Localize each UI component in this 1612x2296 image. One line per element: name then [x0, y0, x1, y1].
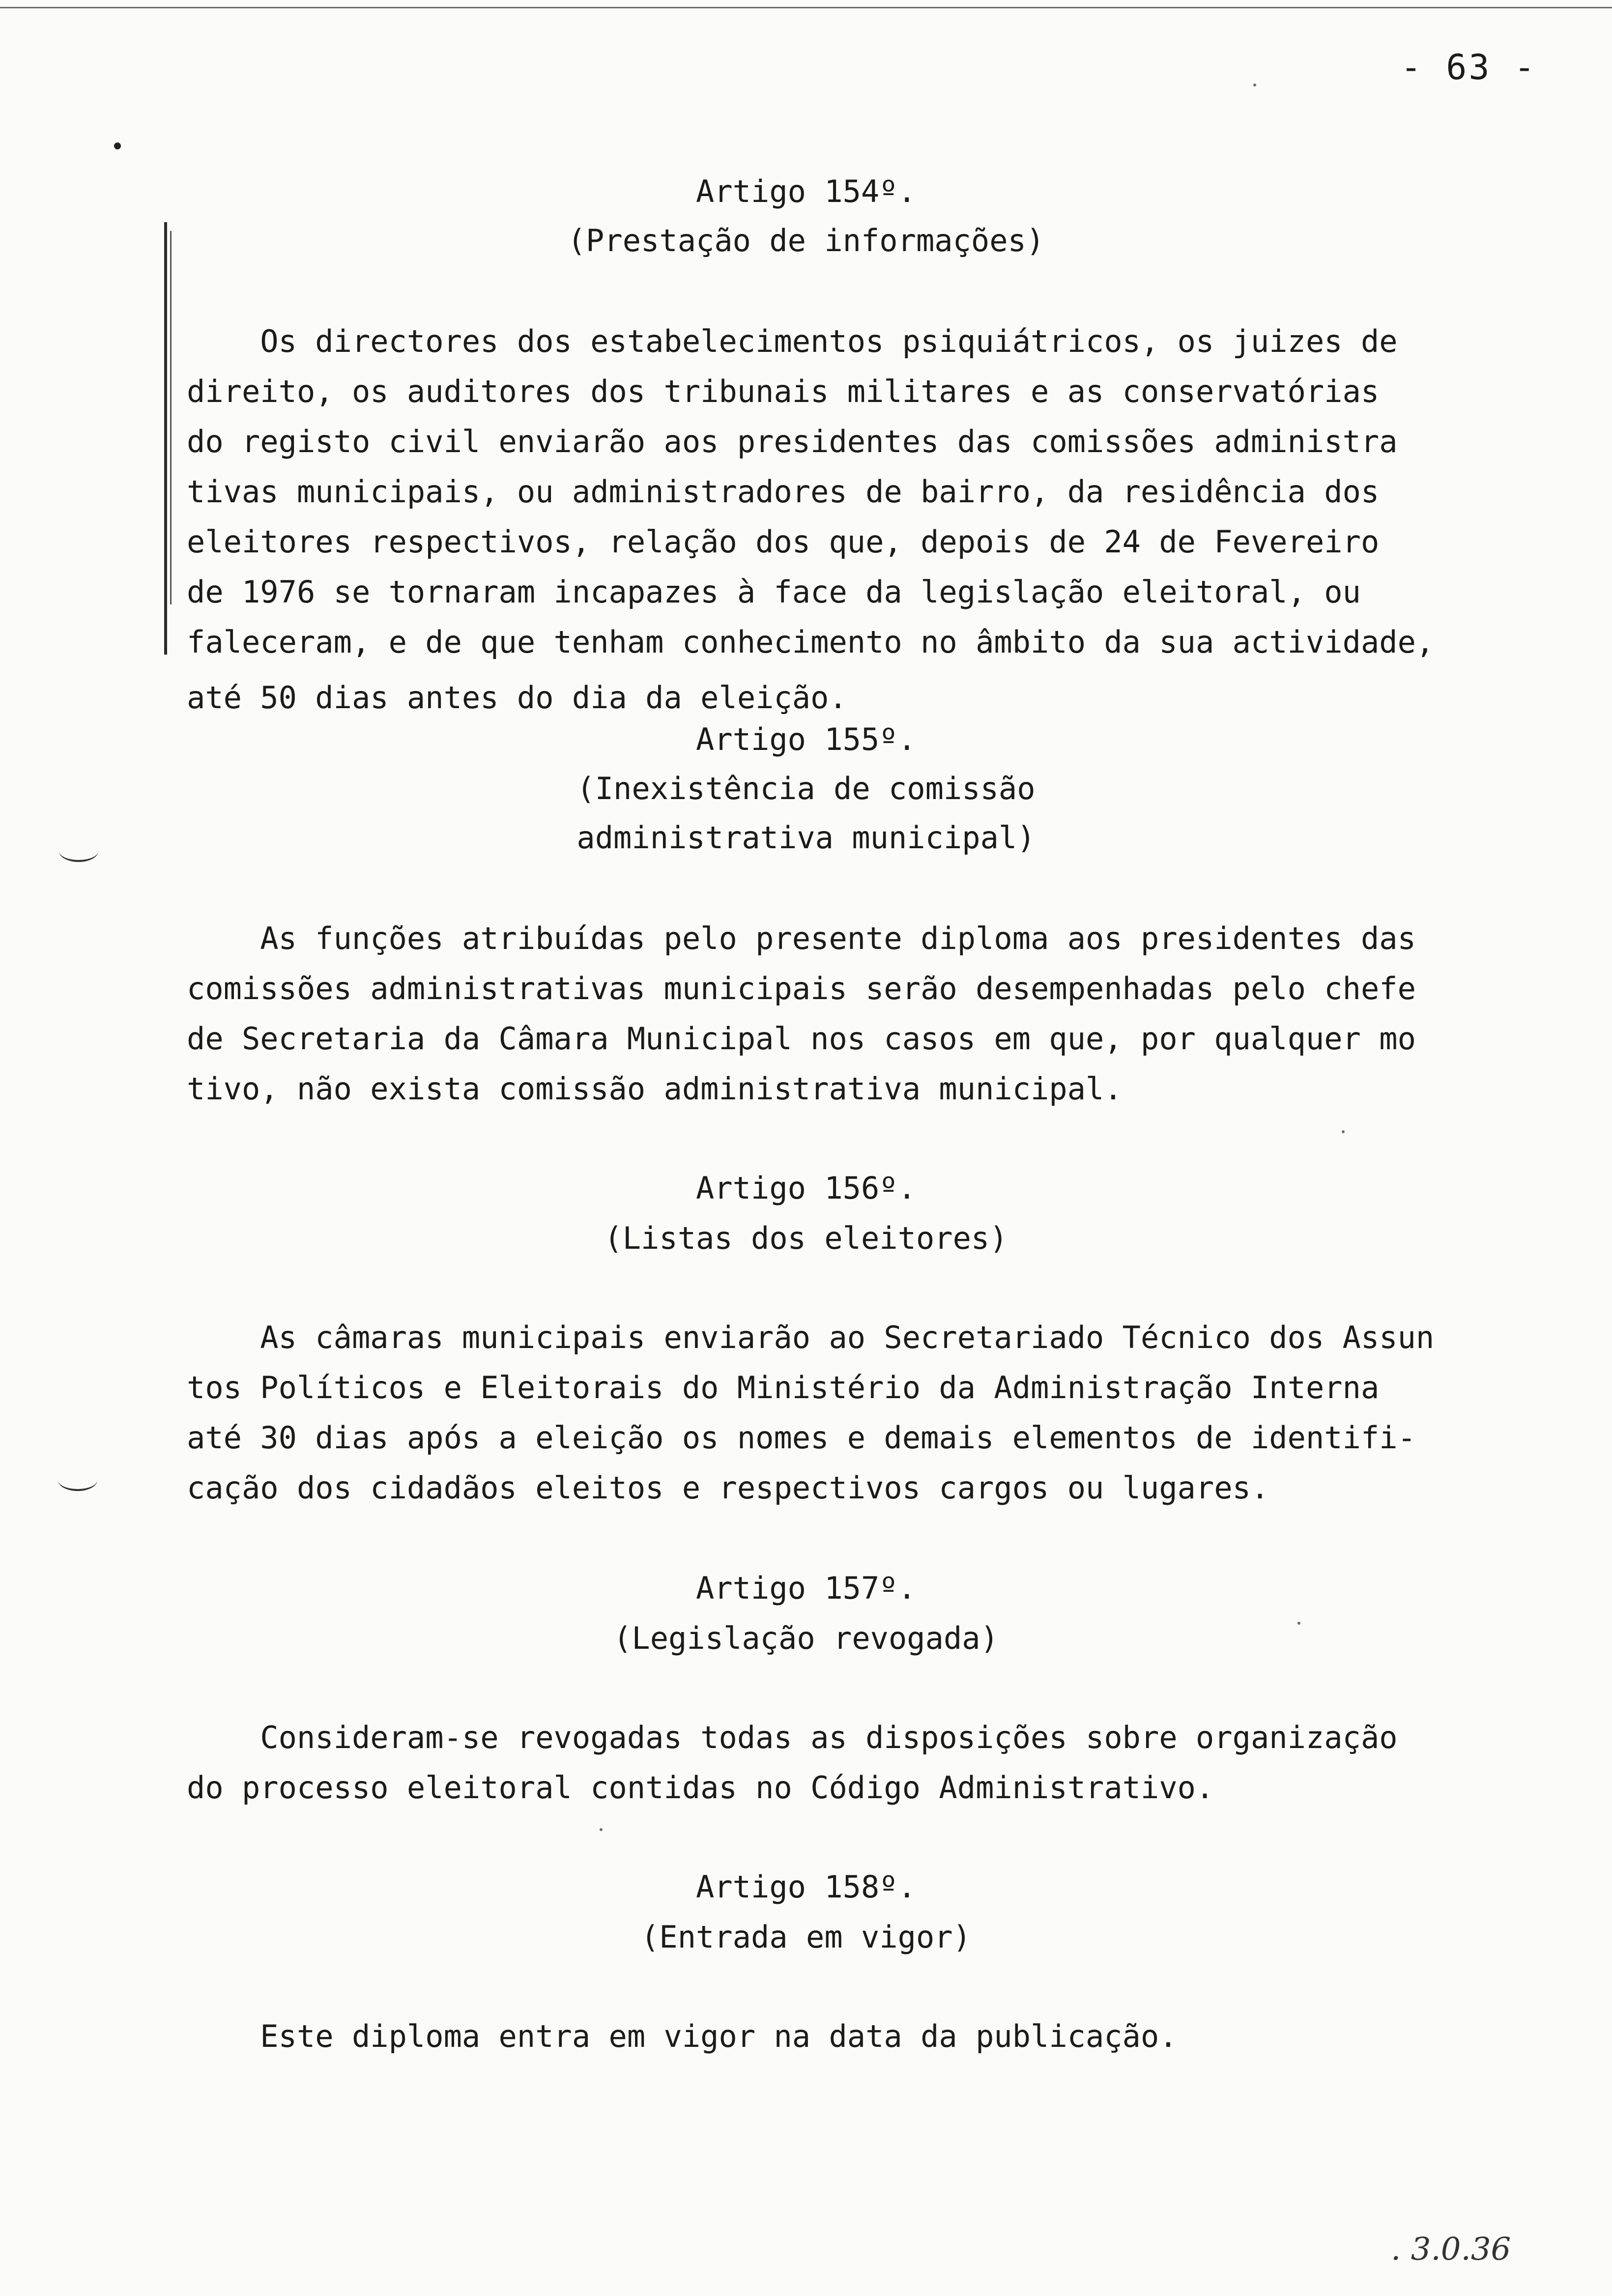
- article-text-line: tos Políticos e Eleitorais do Ministério da Administração Interna: [187, 1370, 1380, 1406]
- article-text-line: tivas municipais, ou administradores de bairro, da residência dos: [187, 474, 1380, 510]
- paper-speck: [1342, 1130, 1345, 1133]
- article-text-line: Os directores dos estabelecimentos psiquiátricos, os juizes de: [187, 323, 1398, 359]
- article-heading: Artigo 158º.: [696, 1869, 916, 1905]
- article-subheading: administrativa municipal): [576, 820, 1036, 856]
- article-heading: Artigo 157º.: [696, 1570, 916, 1606]
- article-text-line: Consideram-se revogadas todas as disposições sobre organização: [187, 1720, 1398, 1755]
- article-text-line: eleitores respectivos, relação dos que, depois de 24 de Fevereiro: [187, 524, 1380, 560]
- margin-annotation-bar: [164, 222, 167, 655]
- article-text-line: de Secretaria da Câmara Municipal nos casos em que, por qualquer mo: [187, 1021, 1416, 1057]
- article-heading: Artigo 154º.: [696, 173, 916, 209]
- article-subheading: (Inexistência de comissão: [576, 771, 1036, 806]
- article-text-line: do registo civil enviarão aos presidentes das comissões administra: [187, 424, 1398, 459]
- handwritten-stamp: . 3.0.36: [1391, 2231, 1511, 2267]
- article-text-line: As câmaras municipais enviarão ao Secretariado Técnico dos Assun: [187, 1320, 1435, 1355]
- page-number: - 63 -: [1401, 47, 1537, 87]
- article-text-line: tivo, não exista comissão administrativa municipal.: [187, 1071, 1123, 1107]
- article-text-line: de 1976 se tornaram incapazes à face da legislação eleitoral, ou: [187, 574, 1361, 610]
- paper-speck: [600, 1828, 603, 1831]
- article-text-line: até 30 dias após a eleição os nomes e demais elementos de identifi-: [187, 1420, 1416, 1456]
- article-text-line: do processo eleitoral contidas no Código Administrativo.: [187, 1770, 1214, 1806]
- top-rule: [0, 7, 1612, 8]
- article-subheading: (Prestação de informações): [567, 223, 1045, 258]
- article-text-line: cação dos cidadãos eleitos e respectivos cargos ou lugares.: [187, 1470, 1269, 1506]
- article-text-line: Este diploma entra em vigor na data da publicação.: [187, 2018, 1178, 2054]
- article-text-line: faleceram, e de que tenham conhecimento no âmbito da sua actividade,: [187, 624, 1435, 660]
- article-heading: Artigo 156º.: [696, 1170, 916, 1206]
- paper-speck: [114, 143, 121, 149]
- article-text-line: As funções atribuídas pelo presente diploma aos presidentes das: [187, 920, 1416, 956]
- article-subheading: (Entrada em vigor): [641, 1919, 971, 1955]
- paper-speck: [1253, 84, 1256, 86]
- article-subheading: (Legislação revogada): [613, 1620, 999, 1656]
- article-heading: Artigo 155º.: [696, 721, 916, 757]
- margin-tick-mark: [58, 1469, 97, 1491]
- article-text-line: comissões administrativas municipais serão desempenhadas pelo chefe: [187, 971, 1416, 1006]
- article-text-line: até 50 dias antes do dia da eleição.: [187, 680, 847, 716]
- article-subheading: (Listas dos eleitores): [604, 1220, 1008, 1256]
- margin-annotation-bar-secondary: [170, 231, 172, 604]
- article-text-line: direito, os auditores dos tribunais militares e as conservatórias: [187, 373, 1380, 409]
